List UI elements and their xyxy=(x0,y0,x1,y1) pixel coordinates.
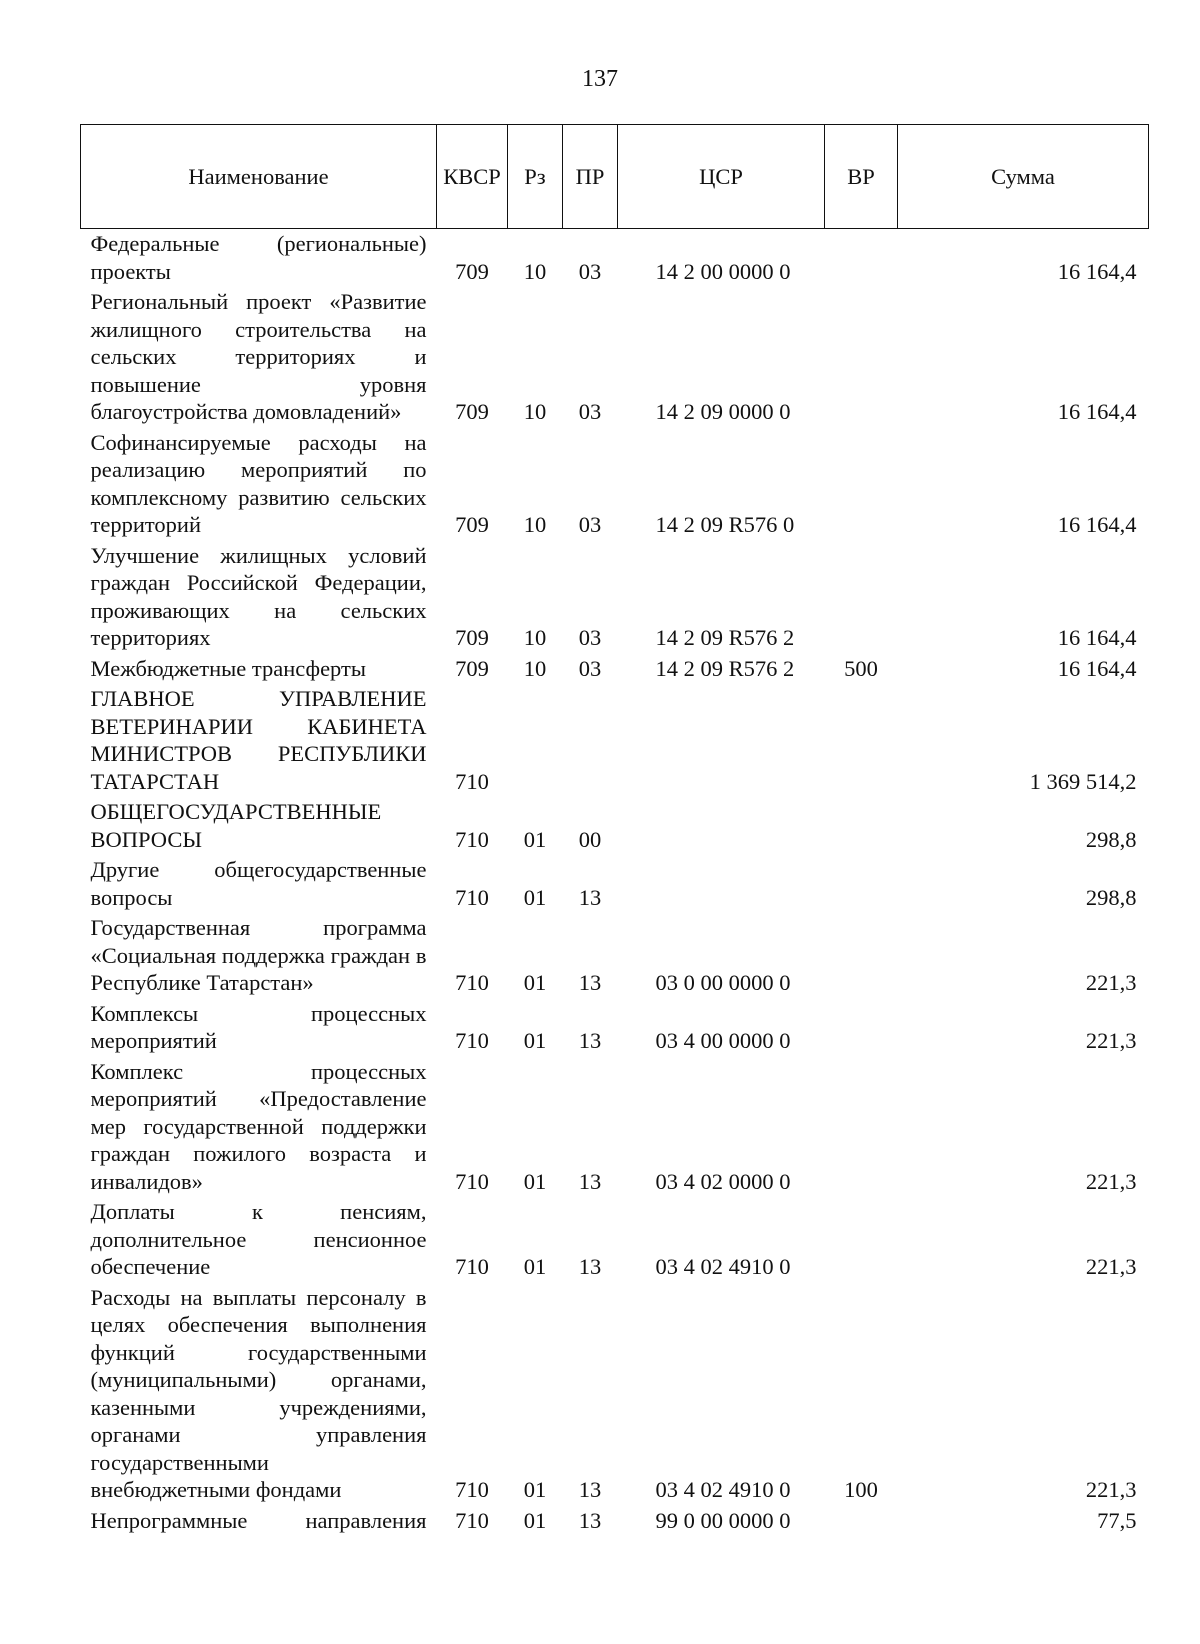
table-row xyxy=(81,1197,1149,1283)
table-row xyxy=(81,684,1149,797)
cell-pr: 03 xyxy=(578,512,602,537)
table-row xyxy=(81,541,1149,654)
cell-vr xyxy=(825,913,898,999)
cell-pr: 13 xyxy=(578,1028,602,1053)
cell-kvsr: 710 xyxy=(455,1254,489,1279)
cell-name: Комплекс процессных мероприятий «Предоставление мер государственной поддержки граждан пожилого возраста и инвалидов» xyxy=(90,1058,427,1194)
cell-kvsr: 709 xyxy=(455,512,489,537)
cell-pr: 13 xyxy=(578,1507,602,1533)
cell-name: Другие общегосударственные вопросы xyxy=(90,857,427,910)
budget-table xyxy=(80,124,1149,1536)
cell-pr: 13 xyxy=(578,1168,602,1194)
cell-vr xyxy=(825,1057,898,1198)
cell-csr: 03 4 00 0000 0 xyxy=(655,1028,791,1053)
cell-csr: 14 2 00 0000 0 xyxy=(655,258,791,284)
cell-vr xyxy=(825,1506,898,1537)
table-row xyxy=(81,287,1149,428)
cell-name: Улучшение жилищных условий граждан Российской Федерации, проживающих на сельских территориях xyxy=(90,542,427,650)
cell-kvsr: 710 xyxy=(455,970,489,995)
column-header-vr: ВР xyxy=(825,125,898,229)
cell-summa: 221,3 xyxy=(1085,1168,1137,1194)
cell-vr xyxy=(825,287,898,428)
table-header-row xyxy=(81,125,1149,229)
cell-name: Расходы на выплаты персоналу в целях обеспечения выполнения функций государственными (муниципальными) органами, казенными учреждениями, органами управления государственными внебюджетными фондами xyxy=(90,1284,427,1502)
table-row xyxy=(81,654,1149,685)
cell-summa: 221,3 xyxy=(1085,1477,1137,1502)
cell-name: Межбюджетные трансферты xyxy=(90,655,366,681)
cell-pr: 03 xyxy=(578,655,602,681)
cell-name: Софинансируемые расходы на реализацию мероприятий по комплексному развитию сельских территорий xyxy=(90,429,427,537)
cell-vr: 100 xyxy=(844,1477,878,1502)
cell-csr: 14 2 09 R576 0 xyxy=(655,512,795,537)
cell-name: Комплексы процессных мероприятий xyxy=(90,1000,427,1053)
cell-summa: 221,3 xyxy=(1085,1028,1137,1053)
cell-csr xyxy=(618,855,825,913)
cell-summa: 298,8 xyxy=(1085,884,1137,910)
cell-csr: 03 4 02 4910 0 xyxy=(655,1477,791,1502)
cell-rz: 10 xyxy=(523,399,547,424)
cell-pr: 03 xyxy=(578,258,602,284)
table-row xyxy=(81,913,1149,999)
cell-name: ГЛАВНОЕ УПРАВЛЕНИЕ ВЕТЕРИНАРИИ КАБИНЕТА МИНИСТРОВ РЕСПУБЛИКИ ТАТАРСТАН xyxy=(90,686,427,794)
cell-vr xyxy=(825,684,898,797)
cell-rz: 01 xyxy=(523,1168,547,1194)
cell-csr: 03 4 02 4910 0 xyxy=(655,1254,791,1279)
cell-rz: 01 xyxy=(523,970,547,995)
cell-vr xyxy=(825,428,898,541)
cell-vr xyxy=(825,855,898,913)
cell-summa: 16 164,4 xyxy=(1057,399,1137,424)
cell-summa: 16 164,4 xyxy=(1057,655,1137,681)
cell-kvsr: 709 xyxy=(455,625,489,650)
cell-rz: 10 xyxy=(523,512,547,537)
table-row xyxy=(81,428,1149,541)
column-header-kvsr: КВСР xyxy=(437,125,508,229)
cell-summa: 298,8 xyxy=(1085,826,1137,852)
cell-vr xyxy=(825,1197,898,1283)
table-row xyxy=(81,797,1149,855)
cell-kvsr: 710 xyxy=(455,1477,489,1502)
cell-csr: 99 0 00 0000 0 xyxy=(655,1507,791,1533)
cell-rz: 01 xyxy=(523,1507,547,1533)
cell-summa: 1 369 514,2 xyxy=(1029,768,1137,794)
cell-vr xyxy=(825,229,898,288)
cell-kvsr: 710 xyxy=(455,1168,489,1194)
cell-name: Непрограммные направления xyxy=(90,1507,427,1533)
cell-name: Федеральные (региональные) проекты xyxy=(90,231,427,284)
cell-pr xyxy=(563,684,618,797)
table-row xyxy=(81,229,1149,288)
cell-csr: 14 2 09 0000 0 xyxy=(655,399,791,424)
cell-pr: 13 xyxy=(578,1477,602,1502)
cell-name: Государственная программа «Социальная поддержка граждан в Республике Татарстан» xyxy=(90,915,427,995)
cell-kvsr: 710 xyxy=(455,768,489,794)
cell-kvsr: 709 xyxy=(455,655,489,681)
column-header-summa: Сумма xyxy=(898,125,1149,229)
cell-summa: 77,5 xyxy=(1097,1507,1137,1533)
cell-summa: 221,3 xyxy=(1085,970,1137,995)
cell-pr: 13 xyxy=(578,1254,602,1279)
cell-kvsr: 709 xyxy=(455,399,489,424)
cell-pr: 13 xyxy=(578,970,602,995)
cell-summa: 221,3 xyxy=(1085,1254,1137,1279)
cell-rz: 10 xyxy=(523,258,547,284)
cell-kvsr: 710 xyxy=(455,826,489,852)
column-header-csr: ЦСР xyxy=(618,125,825,229)
cell-csr: 14 2 09 R576 2 xyxy=(655,655,795,681)
cell-kvsr: 710 xyxy=(455,1028,489,1053)
column-header-name: Наименование xyxy=(81,125,437,229)
table-row xyxy=(81,999,1149,1057)
cell-rz: 01 xyxy=(523,1254,547,1279)
cell-csr: 14 2 09 R576 2 xyxy=(655,625,795,650)
cell-vr: 500 xyxy=(844,655,878,681)
cell-kvsr: 710 xyxy=(455,884,489,910)
cell-summa: 16 164,4 xyxy=(1057,625,1137,650)
cell-summa: 16 164,4 xyxy=(1057,258,1137,284)
cell-name: Региональный проект «Развитие жилищного строительства на сельских территориях и повышение уровня благоустройства домовладений» xyxy=(90,289,427,424)
cell-rz: 01 xyxy=(523,1477,547,1502)
cell-name: ОБЩЕГОСУДАРСТВЕННЫЕ ВОПРОСЫ xyxy=(90,799,382,852)
cell-csr: 03 4 02 0000 0 xyxy=(655,1168,791,1194)
cell-rz: 10 xyxy=(523,625,547,650)
cell-vr xyxy=(825,541,898,654)
cell-csr: 03 0 00 0000 0 xyxy=(655,970,791,995)
table-row xyxy=(81,1506,1149,1537)
cell-rz: 10 xyxy=(523,655,547,681)
cell-csr xyxy=(618,797,825,855)
cell-rz: 01 xyxy=(523,884,547,910)
cell-pr: 13 xyxy=(578,884,602,910)
cell-vr xyxy=(825,797,898,855)
cell-csr xyxy=(618,684,825,797)
table-row xyxy=(81,1283,1149,1506)
cell-rz: 01 xyxy=(523,826,547,852)
column-header-rz: Рз xyxy=(508,125,563,229)
cell-pr: 03 xyxy=(578,625,602,650)
column-header-pr: ПР xyxy=(563,125,618,229)
table-row xyxy=(81,1057,1149,1198)
cell-name: Доплаты к пенсиям, дополнительное пенсионное обеспечение xyxy=(90,1199,427,1279)
page-number: 137 xyxy=(582,66,618,92)
cell-kvsr: 710 xyxy=(455,1507,489,1533)
cell-rz xyxy=(508,684,563,797)
cell-pr: 00 xyxy=(578,826,602,852)
cell-pr: 03 xyxy=(578,399,602,424)
cell-summa: 16 164,4 xyxy=(1057,512,1137,537)
table-row xyxy=(81,855,1149,913)
cell-rz: 01 xyxy=(523,1028,547,1053)
cell-kvsr: 709 xyxy=(455,258,489,284)
cell-vr xyxy=(825,999,898,1057)
